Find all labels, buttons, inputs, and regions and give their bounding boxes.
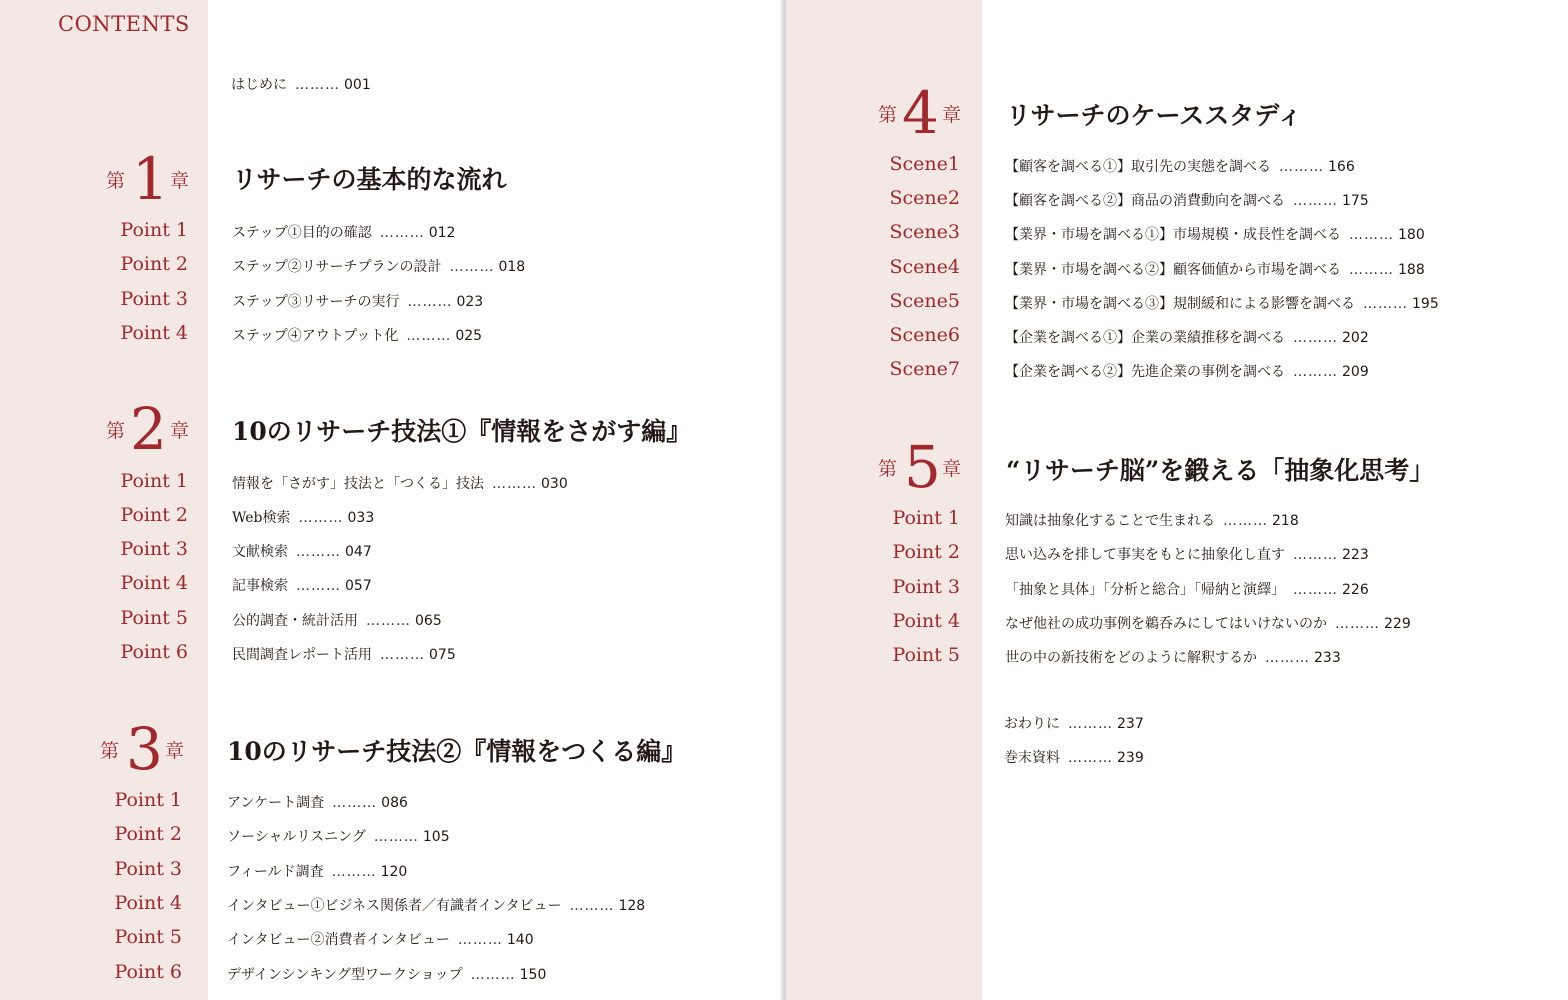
entry-label: Point 2 [892, 541, 960, 563]
toc-entry[interactable] [0, 926, 780, 950]
leader-dots: ……… [1293, 193, 1338, 209]
page-gutter [780, 0, 786, 1000]
toc-entry[interactable] [0, 961, 780, 985]
entry-label: Scene5 [889, 290, 960, 312]
entry-label: Point 3 [892, 576, 960, 598]
outro-title: おわりに [1004, 716, 1060, 732]
leader-dots: ……… [1293, 364, 1338, 380]
page-number: 166 [1328, 159, 1355, 175]
chapter-dai: 第 [106, 420, 126, 442]
entry-label: Point 4 [120, 322, 188, 344]
toc-entry[interactable] [0, 607, 780, 631]
toc-entry[interactable] [0, 253, 780, 277]
entry-label: Point 6 [120, 641, 188, 663]
toc-entry[interactable] [0, 858, 780, 882]
entry-label: Point 1 [892, 507, 960, 529]
toc-entry[interactable] [786, 153, 1568, 177]
toc-entry[interactable] [0, 322, 780, 346]
page-number: 023 [456, 294, 484, 310]
contents-heading: CONTENTS [58, 12, 190, 36]
leader-dots: ……… [1068, 750, 1113, 766]
toc-entry[interactable] [0, 538, 780, 562]
entry-text: 【顧客を調べる①】取引先の実態を調べる [1005, 159, 1271, 175]
toc-entry[interactable] [0, 892, 780, 916]
entry-label: Scene6 [889, 324, 960, 346]
entry-label: Point 1 [120, 219, 188, 241]
entry-text: フィールド調査 [227, 864, 324, 880]
leader-dots: ……… [295, 77, 340, 93]
entry-label: Point 1 [114, 789, 182, 811]
leader-dots: ……… [1293, 330, 1338, 346]
page-number: 120 [380, 864, 408, 880]
page-number: 233 [1314, 650, 1341, 666]
chapter-number: 3 [126, 715, 163, 783]
page-number: 150 [519, 967, 547, 983]
leader-dots: ……… [296, 578, 341, 594]
entry-label: Scene4 [889, 256, 960, 278]
chapter-title: リサーチの基本的な流れ [232, 165, 507, 194]
entry-text: ステップ①目的の確認 [232, 225, 372, 241]
chapter-sho: 章 [170, 170, 190, 192]
leader-dots: ……… [380, 647, 425, 663]
chapter-dai: 第 [106, 170, 126, 192]
appendix-title: 巻末資料 [1004, 750, 1060, 766]
leader-dots: ……… [1265, 650, 1310, 666]
entry-label: Scene3 [889, 221, 960, 243]
page-number: 223 [1342, 547, 1369, 563]
toc-entry[interactable] [0, 470, 780, 494]
entry-text: アンケート調査 [227, 795, 325, 811]
entry-text: 【業界・市場を調べる①】市場規模・成長性を調べる [1005, 227, 1341, 243]
leader-dots: ……… [406, 328, 452, 344]
page-number: 229 [1384, 616, 1411, 632]
entry-label: Scene2 [889, 187, 960, 209]
toc-entry[interactable] [0, 219, 780, 243]
page-number: 018 [498, 259, 526, 275]
page-number: 128 [618, 898, 646, 914]
entry-label: Point 6 [114, 961, 182, 983]
entry-text: 【顧客を調べる②】商品の消費動向を調べる [1005, 193, 1285, 209]
entry-label: Scene7 [889, 358, 960, 380]
page-number: 202 [1342, 330, 1369, 346]
leader-dots: ……… [331, 864, 377, 880]
leader-dots: ……… [1068, 716, 1113, 732]
leader-dots: ……… [1293, 547, 1338, 563]
entry-text: 知識は抽象化することで生まれる [1005, 513, 1215, 529]
leader-dots: ……… [366, 613, 411, 629]
chapter-title: リサーチのケーススタディ [1006, 101, 1303, 130]
chapter-sho: 章 [942, 458, 962, 480]
entry-label: Point 4 [120, 572, 188, 594]
chapter-title: 10のリサーチ技法①『情報をさがす編』 [232, 417, 692, 446]
entry-text: デザインシンキング型ワークショップ [227, 967, 463, 983]
page-number: 209 [1342, 364, 1369, 380]
entry-label: Point 2 [120, 504, 188, 526]
entry-text: 【企業を調べる②】先進企業の事例を調べる [1005, 364, 1285, 380]
page-number: 057 [345, 578, 372, 594]
entry-text: インタビュー①ビジネス関係者／有識者インタビュー [227, 898, 562, 914]
page-number: 075 [429, 647, 456, 663]
toc-entry[interactable] [786, 256, 1568, 280]
chapter-dai: 第 [878, 104, 898, 126]
entry-label: Point 1 [120, 470, 188, 492]
entry-text: 【企業を調べる①】企業の業績推移を調べる [1005, 330, 1285, 346]
chapter-dai: 第 [878, 458, 898, 480]
entry-label: Point 5 [120, 607, 188, 629]
chapter-number: 4 [902, 79, 939, 147]
intro-title: はじめに [231, 77, 287, 93]
leader-dots: ……… [1293, 582, 1338, 598]
entry-text: ステップ②リサーチプランの設計 [232, 259, 442, 275]
leader-dots: ……… [1349, 227, 1394, 243]
leader-dots: ……… [298, 510, 344, 526]
chapter-number: 5 [904, 433, 941, 501]
toc-entry[interactable] [786, 187, 1568, 211]
entry-label: Point 4 [892, 610, 960, 632]
toc-entry[interactable] [786, 541, 1568, 565]
entry-text: インタビュー②消費者インタビュー [227, 932, 450, 948]
appendix-entry[interactable] [1004, 747, 1144, 767]
chapter-title: 10のリサーチ技法②『情報をつくる編』 [227, 737, 687, 766]
entry-text: 情報を「さがす」技法と「つくる」技法 [232, 476, 484, 492]
toc-entry[interactable] [786, 644, 1568, 668]
page-number: 188 [1398, 262, 1425, 278]
page-number: 237 [1117, 716, 1144, 732]
entry-label: Point 5 [114, 926, 182, 948]
entry-label: Point 3 [120, 288, 188, 310]
leader-dots: ……… [457, 932, 503, 948]
toc-entry[interactable] [786, 290, 1568, 314]
page-number: 175 [1342, 193, 1369, 209]
leader-dots: ……… [492, 476, 537, 492]
chapter-sho: 章 [942, 104, 962, 126]
page-number: 218 [1272, 513, 1299, 529]
chapter-heading [786, 79, 1568, 147]
page-number: 025 [455, 328, 483, 344]
entry-label: Point 5 [892, 644, 960, 666]
toc-entry[interactable] [786, 358, 1568, 382]
chapter-heading [0, 395, 780, 463]
entry-text: ステップ④アウトプット化 [232, 328, 399, 344]
chapter-number: 1 [132, 145, 169, 213]
entry-text: 公的調査・統計活用 [232, 613, 358, 629]
entry-text: 【業界・市場を調べる③】規制緩和による影響を調べる [1005, 296, 1355, 312]
chapter-heading [0, 715, 780, 783]
entry-label: Point 2 [114, 823, 182, 845]
toc-entry[interactable] [786, 576, 1568, 600]
toc-entry[interactable] [786, 324, 1568, 348]
entry-label: Point 3 [120, 538, 188, 560]
chapter-sho: 章 [170, 420, 190, 442]
entry-text: 民間調査レポート活用 [232, 647, 372, 663]
entry-label: Point 4 [114, 892, 182, 914]
outro-entry[interactable] [1004, 713, 1144, 733]
chapter-heading [0, 145, 780, 213]
leader-dots: ……… [1349, 262, 1394, 278]
entry-text: ソーシャルリスニング [227, 829, 366, 845]
page-number: 047 [345, 544, 372, 560]
page-number: 195 [1412, 296, 1439, 312]
leader-dots: ……… [332, 795, 378, 811]
leader-dots: ……… [1335, 616, 1380, 632]
page-number: 086 [381, 795, 408, 811]
leader-dots: ……… [569, 898, 615, 914]
entry-text: 【業界・市場を調べる②】顧客価値から市場を調べる [1005, 262, 1341, 278]
leader-dots: ……… [379, 225, 425, 241]
toc-entry[interactable] [0, 572, 780, 596]
chapter-heading [786, 433, 1568, 501]
chapter-title: “リサーチ脳”を鍛える「抽象化思考」 [1006, 456, 1435, 485]
leader-dots: ……… [1223, 513, 1268, 529]
entry-label: Scene1 [889, 153, 960, 175]
entry-text: 思い込みを排して事実をもとに抽象化し直す [1005, 547, 1285, 563]
entry-text: なぜ他社の成功事例を鵜呑みにしてはいけないのか [1005, 616, 1327, 632]
page-number: 105 [422, 829, 450, 845]
entry-text: ステップ③リサーチの実行 [232, 294, 400, 310]
toc-entry[interactable] [786, 221, 1568, 245]
entry-text: 文献検索 [232, 544, 288, 560]
right-page-label-band [786, 0, 982, 1000]
page-number: 033 [347, 510, 375, 526]
toc-entry[interactable] [0, 789, 780, 813]
entry-text: 世の中の新技術をどのように解釈するか [1005, 650, 1257, 666]
entry-text: Web検索 [232, 510, 291, 526]
leader-dots: ……… [407, 294, 453, 310]
page-number: 001 [344, 77, 371, 93]
toc-entry[interactable] [786, 507, 1568, 531]
page-number: 226 [1342, 582, 1369, 598]
chapter-number: 2 [130, 395, 167, 463]
leader-dots: ……… [296, 544, 341, 560]
toc-entry[interactable] [0, 641, 780, 665]
page-number: 140 [506, 932, 534, 948]
leader-dots: ……… [373, 829, 419, 845]
entry-text: 記事検索 [232, 578, 288, 594]
toc-entry[interactable] [0, 823, 780, 847]
chapter-dai: 第 [100, 740, 120, 762]
leader-dots: ……… [449, 259, 495, 275]
entry-label: Point 2 [120, 253, 188, 275]
page-number: 239 [1117, 750, 1144, 766]
toc-entry[interactable] [0, 504, 780, 528]
toc-entry[interactable] [786, 610, 1568, 634]
toc-entry[interactable] [0, 288, 780, 312]
leader-dots: ……… [470, 967, 516, 983]
chapter-sho: 章 [165, 740, 185, 762]
intro-entry[interactable] [231, 74, 371, 94]
entry-text: 「抽象と具体」「分析と総合」「帰納と演繹」 [1005, 582, 1285, 598]
page-number: 065 [415, 613, 442, 629]
page-number: 030 [541, 476, 568, 492]
page-number: 180 [1398, 227, 1425, 243]
page-number: 012 [428, 225, 456, 241]
leader-dots: ……… [1279, 159, 1324, 175]
entry-label: Point 3 [114, 858, 182, 880]
leader-dots: ……… [1363, 296, 1408, 312]
